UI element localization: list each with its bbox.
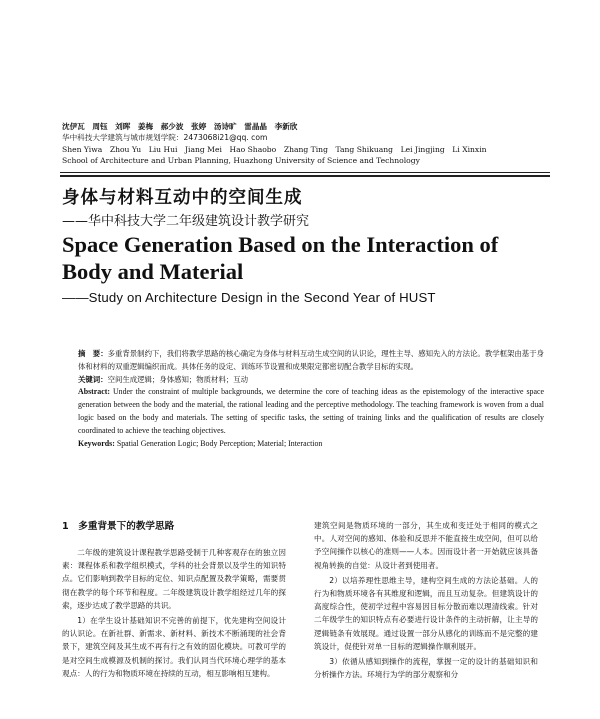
- body-paragraph: 1）在学生设计基础知识不完善的前提下，优先建构空间设计的认识论。在新社群、新需求、新材料、新技术不断涌现的社会背景下，建筑空间及其生成不再有行之有效的固化模块。可教可学的是对空间生成模源及机制的探讨。我们认同当代环境心理学的基本观点：人的行为和物质环境在持续的互动，相互影响相互建构。: [62, 616, 286, 678]
- body-paragraph: 3）依循从感知到操作的流程，掌握一定的设计的基础知识和分析操作方法。环境行为学的部分观察和分: [314, 657, 538, 680]
- abstract-en-text: Under the constraint of multiple backgrounds, we determine the core of teaching ideas as the epistemology of the interactive space generation between the body and the material, the rational leading and the perceptive methodology. The teaching framework is woven from a dual logic based on the body and materials. The setting of specific tasks, the setting of training links and the qualification of results are closely coordinated to achieve the teaching objectives.: [78, 387, 545, 435]
- keywords-cn-text: 空间生成逻辑；身体感知；物质材料；互动: [107, 375, 249, 385]
- subtitle-cn: ——华中科技大学二年级建筑设计教学研究: [62, 214, 310, 229]
- abstract-block: [78, 347, 544, 450]
- keywords-cn-label: 关键词：: [78, 375, 108, 385]
- abstract-en-label: Abstract:: [78, 387, 110, 397]
- body-column-left: [62, 519, 286, 682]
- author-block: [62, 121, 562, 167]
- keywords-cn: [78, 373, 544, 386]
- title-cn: 身体与材料互动中的空间生成: [62, 188, 303, 208]
- title-en-line2: Body and Material: [62, 259, 244, 284]
- abstract-cn: [78, 347, 544, 373]
- body-paragraph: 二年级的建筑设计课程教学思路受制于几种客观存在的独立因素：课程体系和教学组织模式，学科的社会背景以及学生的知识特点。它们影响到教学目标的定位、知识点配置及教学策略，需要贯彻在教学的每个环节和程度。二年级建筑设计教学组经过几年的探索，逐步达成了教学思路的共识。: [62, 548, 286, 610]
- body-column-right: [314, 519, 538, 683]
- keywords-en-text: Spatial Generation Logic; Body Perception; Material; Interaction: [116, 439, 323, 449]
- author-names-cn: 沈伊瓦 周钰 刘晖 姜梅 郝少波 张婷 汤诗旷 雷晶晶 李新欣: [62, 122, 298, 131]
- author-affiliation-cn: 华中科技大学建筑与城市规划学院：2473068i21@qq. com: [62, 133, 268, 143]
- keywords-en: [78, 437, 544, 450]
- abstract-cn-text: 多重背景制约下，我们将教学思路的核心确定为身体与材料互动生成空间的认识论，理性主导、感知先入的方法论。教学框架由基于身体和材料的双重逻辑编织而成。具体任务的设定、训练环节设置和成果限定都密切配合教学目标的实现。: [78, 349, 544, 372]
- body-paragraph: 建筑空间是物质环境的一部分，其生成和变迁处于相同的模式之中。人对空间的感知、体验和反思并不能直接生成空间，但可以给予空间操作以核心的准则——人本。因而设计者一开始就应该具备视角转换的自觉：从设计者到使用者。: [314, 521, 538, 570]
- abstract-en: [78, 386, 544, 437]
- title-en-line1: Space Generation Based on the Interaction of: [62, 232, 499, 257]
- header-rule-bottom: [60, 175, 550, 177]
- section-heading: 1 多重背景下的教学思路: [62, 521, 175, 532]
- body-paragraph: 2）以培养理性思维主导，建构空间生成的方法论基础。人的行为和物质环境各有其维度和逻辑，而且互动复杂。但建筑设计的高度综合性，使初学过程中容易因目标分散而难以理清线索。针对二年级学生的知识特点有必要进行设计条件的主动折解，让主导的逻辑链条有效展现。通过设置一部分从感化的训练而不是完整的建筑设计，促使针对单一目标的逻辑操作顺利展开。: [314, 575, 538, 651]
- subtitle-en: ——Study on Architecture Design in the Second Year of HUST: [62, 290, 436, 305]
- author-affiliation-en: School of Architecture and Urban Planning, Huazhong University of Science and Technology: [62, 156, 420, 166]
- abstract-cn-label: 摘 要：: [78, 349, 108, 358]
- keywords-en-label: Keywords:: [78, 439, 115, 449]
- title-en: [62, 231, 542, 285]
- author-names-en: Shen Yiwa Zhou Yu Liu Hui Jiang Mei Hao Shaobo Zhang Ting Tang Shikuang Lei Jingjing Li Xinxin: [62, 144, 487, 154]
- header-rule-top: [60, 172, 550, 173]
